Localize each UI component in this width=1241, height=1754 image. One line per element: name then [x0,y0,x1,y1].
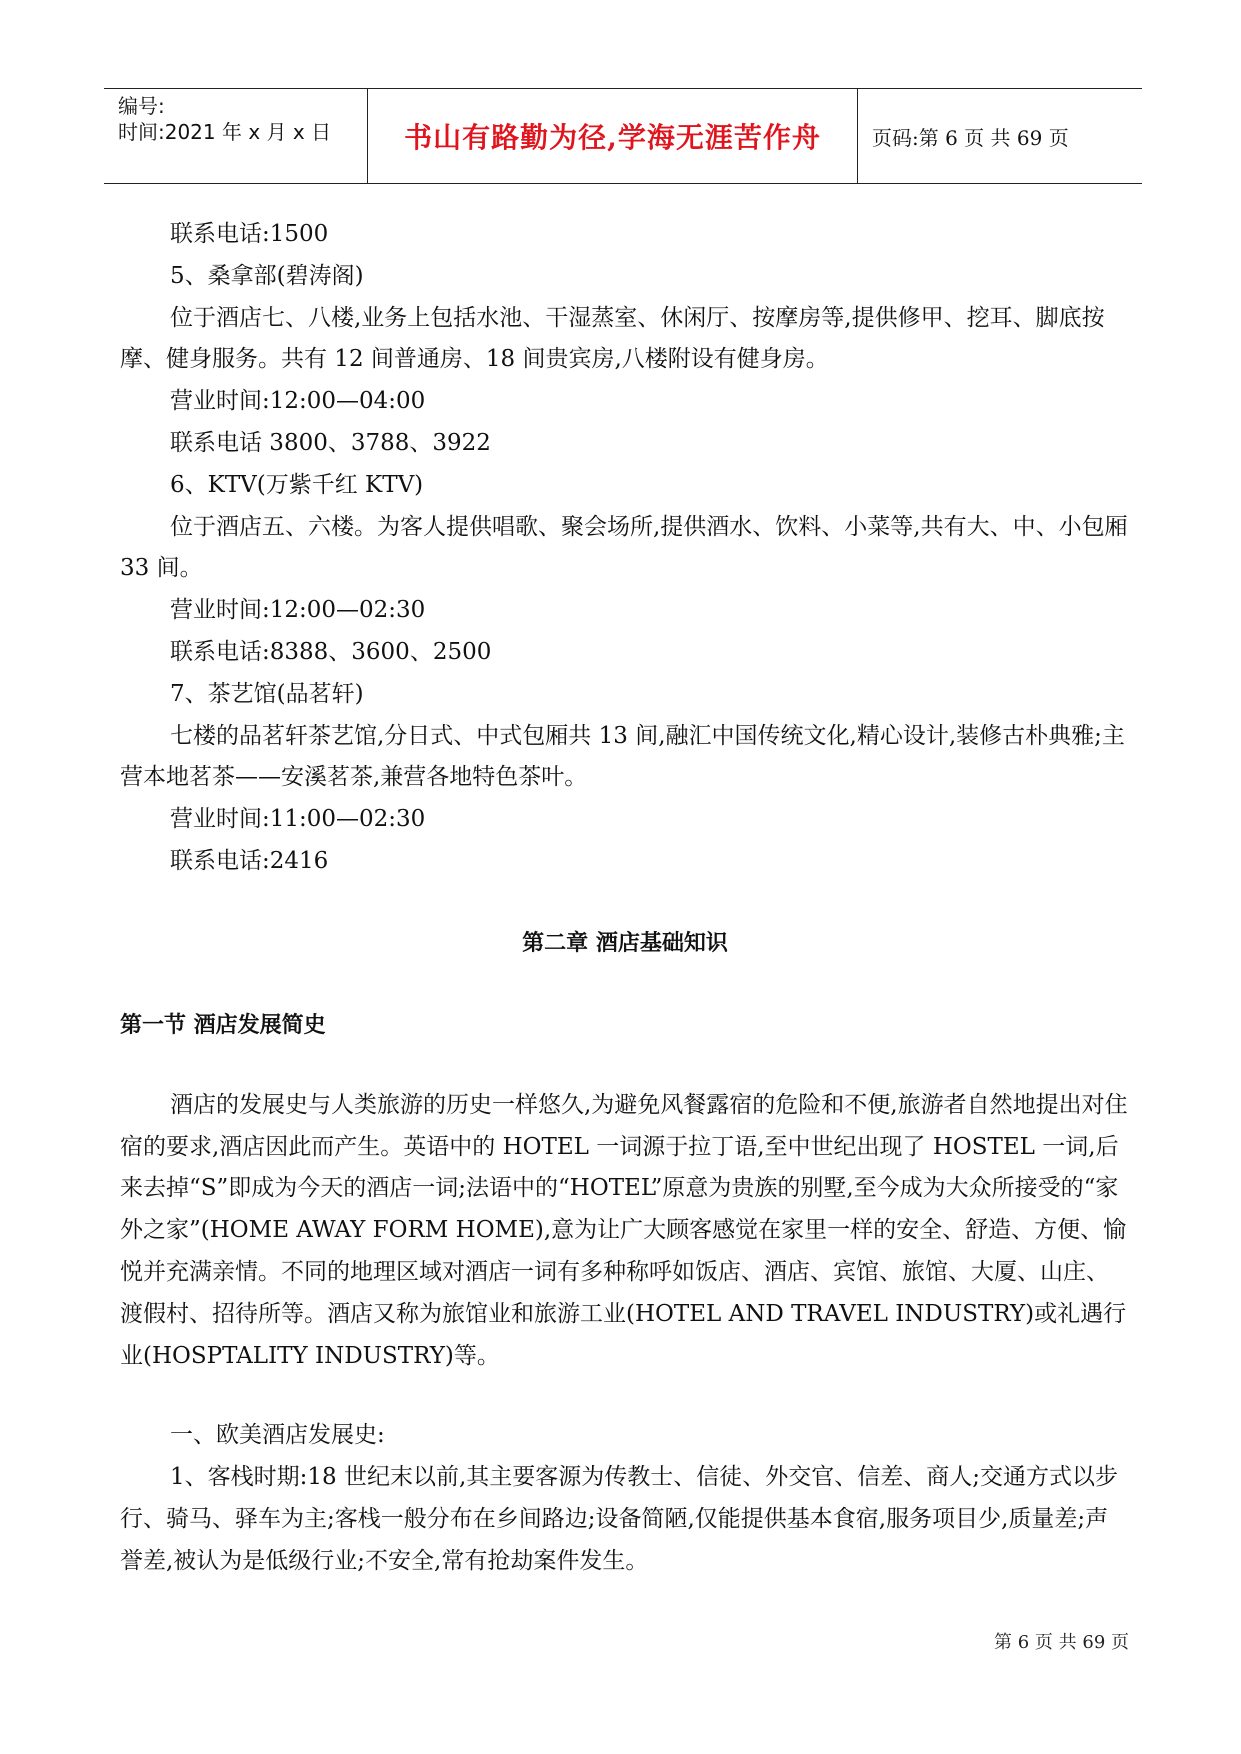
body-line: 7、茶艺馆(品茗轩) [170,680,364,707]
page-header [104,88,1142,184]
body-line: 营业时间:12:00—04:00 [170,388,426,415]
body-line: 联系电话:1500 [170,221,329,247]
page-footer: 第 6 页 共 69 页 [994,1632,1129,1653]
body-line: 联系电话:2416 [170,847,329,874]
header-motto: 书山有路勤为径,学海无涯苦作舟 [368,89,858,183]
body-line: 5、桑拿部(碧涛阁) [170,262,364,289]
history-paragraph: 酒店的发展史与人类旅游的历史一样悠久,为避免风餐露宿的危险和不便,旅游者自然地提出对住宿的要求,酒店因此而产生。英语中的 HOTEL 一词源于拉丁语,至中世纪出现了 HOSTEL 一词,后来去掉“S”即成为今天的酒店一词;法语中的“HOTEL”原意为贵族的别墅,至今成为大众所接受的“家外之家”(HOME AWAY FORM HOME),意为让广大顾客感觉在家里一样的安全、舒造、方便、愉悦并充满亲情。不同的地理区域对酒店一词有多种称呼如饭店、酒店、宾馆、旅馆、大厦、山庄、渡假村、招待所等。酒店又称为旅馆业和旅游工业(HOTEL AND TRAVEL INDUSTRY)或礼遇行业(HOSPTALITY INDUSTRY)等。 [120,1091,1128,1369]
section-title: 第一节 酒店发展简史 [120,1012,326,1038]
body-line: 联系电话 3800、3788、3922 [170,429,491,456]
subheading: 一、欧美酒店发展史: [170,1422,385,1449]
body-line: 6、KTV(万紫千红 KTV) [170,471,424,498]
body-line: 联系电话:8388、3600、2500 [170,638,492,665]
document-body [120,214,1130,1583]
inn-paragraph: 1、客栈时期:18 世纪末以前,其主要客源为传教士、信徒、外交官、信差、商人;交通方式以步行、骑马、驿车为主;客栈一般分布在乡间路边;设备简陋,仅能提供基本食宿,服务项目少,质量差;声誉差,被认为是低级行业;不安全,常有抢劫案件发生。 [120,1464,1119,1574]
spacer [120,1377,1130,1415]
body-paragraph: 七楼的品茗轩茶艺馆,分日式、中式包厢共 13 间,融汇中国传统文化,精心设计,装修古朴典雅;主营本地茗茶——安溪茗茶,兼营各地特色茶叶。 [120,722,1125,791]
spacer [120,1047,1130,1085]
header-meta [104,89,368,183]
header-time-label: 时间:2021 年 x 月 x 日 [118,120,332,144]
header-number-label: 编号: [118,94,165,118]
body-paragraph: 位于酒店七、八楼,业务上包括水池、干湿蒸室、休闲厅、按摩房等,提供修甲、挖耳、脚底按摩、健身服务。共有 12 间普通房、18 间贵宾房,八楼附设有健身房。 [120,304,1105,373]
body-paragraph: 位于酒店五、六楼。为客人提供唱歌、聚会场所,提供酒水、饮料、小菜等,共有大、中、小包厢 33 间。 [120,513,1128,582]
chapter-title: 第二章 酒店基础知识 [522,930,728,956]
body-line: 营业时间:12:00—02:30 [170,597,426,624]
header-page-label: 页码:第 6 页 共 69 页 [872,125,1069,150]
body-line: 营业时间:11:00—02:30 [170,806,426,833]
